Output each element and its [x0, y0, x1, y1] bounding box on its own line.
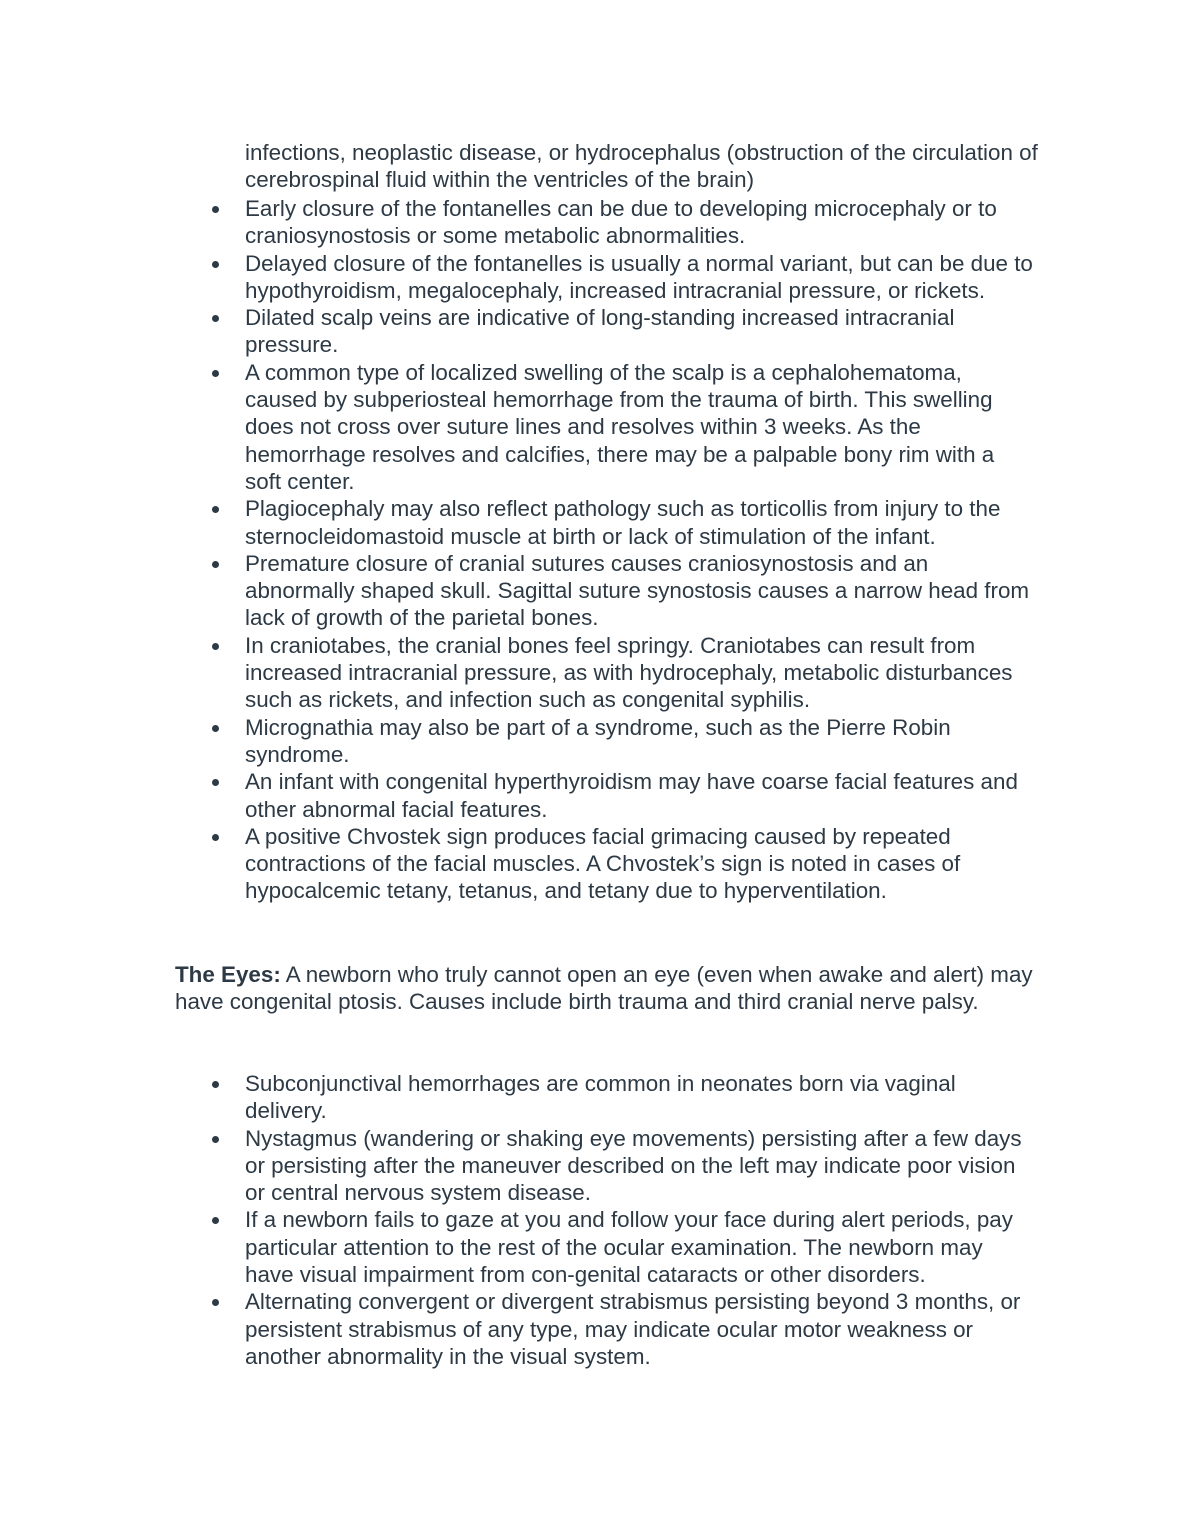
eyes-intro-text: A newborn who truly cannot open an eye (even when awake and alert) may have congenital ptosis. Causes include birth trauma and third cranial nerve palsy.	[175, 962, 1033, 1015]
list-item-text: In craniotabes, the cranial bones feel springy. Craniotabes can result from increased intracranial pressure, as with hydrocephaly, metabolic disturbances such as rickets, and infection such as congenital syphilis.	[245, 632, 1013, 713]
list-item	[0, 1070, 1035, 1125]
bullet-icon	[212, 1299, 219, 1306]
list-item-text: Subconjunctival hemorrhages are common in neonates born via vaginal delivery.	[245, 1071, 956, 1124]
list-item	[0, 304, 1035, 359]
list-item-text: Delayed closure of the fontanelles is usually a normal variant, but can be due to hypothyroidism, megalocephaly, increased intracranial pressure, or rickets.	[245, 250, 1033, 303]
list-item-text: Early closure of the fontanelles can be due to developing microcephaly or to craniosynostosis or some metabolic abnormalities.	[245, 196, 997, 249]
list-item	[0, 495, 1035, 550]
bullet-icon	[212, 1081, 219, 1088]
list-item	[0, 1206, 1035, 1288]
list-item-text: A positive Chvostek sign produces facial grimacing caused by repeated contractions of the facial muscles. A Chvostek’s sign is noted in cases of hypocalcemic tetany, tetanus, and tetany due to hyperventilation.	[245, 823, 961, 904]
bullet-icon	[212, 1217, 219, 1224]
list-item	[0, 1125, 1035, 1207]
bullet-icon	[212, 1136, 219, 1143]
continuation-paragraph: infections, neoplastic disease, or hydrocephalus (obstruction of the circulation of cerebrospinal fluid within the ventricles of the brain)	[245, 140, 1038, 193]
list-item-text: Micrognathia may also be part of a syndrome, such as the Pierre Robin syndrome.	[245, 714, 951, 767]
bullet-icon	[212, 561, 219, 568]
eyes-intro-paragraph	[175, 961, 1035, 1016]
bullet-icon	[212, 779, 219, 786]
bullet-icon	[212, 834, 219, 841]
list-item-text: Plagiocephaly may also reflect pathology such as torticollis from injury to the sternocleidomastoid muscle at birth or lack of stimulation of the infant.	[245, 496, 1001, 549]
bullet-icon	[212, 506, 219, 513]
list-item	[0, 359, 1035, 495]
list-item-text: Alternating convergent or divergent strabismus persisting beyond 3 months, or persistent strabismus of any type, may indicate ocular motor weakness or another abnormality in the visual system.	[245, 1289, 1021, 1369]
list-item	[0, 632, 1035, 714]
list-item	[0, 768, 1035, 823]
list-item-text: An infant with congenital hyperthyroidism may have coarse facial features and other abnormal facial features.	[245, 769, 1018, 822]
list-item-text: Dilated scalp veins are indicative of long-standing increased intracranial pressure.	[245, 305, 955, 358]
list-item-text: Nystagmus (wandering or shaking eye movements) persisting after a few days or persisting after the maneuver described on the left may indicate poor vision or central nervous system disease.	[245, 1125, 1022, 1206]
eyes-heading: The Eyes:	[175, 962, 281, 987]
eyes-findings-list	[0, 1070, 1190, 1370]
bullet-icon	[212, 261, 219, 268]
list-item-text: If a newborn fails to gaze at you and follow your face during alert periods, pay particular attention to the rest of the ocular examination. The newborn may have visual impairment from con-genital cataracts or other disorders.	[245, 1207, 1013, 1288]
bullet-icon	[212, 643, 219, 650]
list-item	[0, 195, 1035, 250]
list-item	[0, 714, 1035, 769]
list-item	[0, 250, 1035, 305]
list-item-text: A common type of localized swelling of the scalp is a cephalohematoma, caused by subperiosteal hemorrhage from the trauma of birth. This swelling does not cross over suture lines and resolves within 3 weeks. As the hemorrhage resolves and calcifies, there may be a palpable bony rim with a soft center.	[245, 359, 995, 494]
bullet-icon	[212, 206, 219, 213]
list-item	[0, 823, 1035, 905]
head-findings-list	[0, 195, 1190, 905]
bullet-icon	[212, 315, 219, 322]
list-item-text: Premature closure of cranial sutures causes craniosynostosis and an abnormally shaped skull. Sagittal suture synostosis causes a narrow head from lack of growth of the parietal bones.	[245, 550, 1030, 631]
list-item	[0, 550, 1035, 632]
bullet-icon	[212, 370, 219, 377]
list-item	[0, 1288, 1035, 1370]
bullet-icon	[212, 725, 219, 732]
